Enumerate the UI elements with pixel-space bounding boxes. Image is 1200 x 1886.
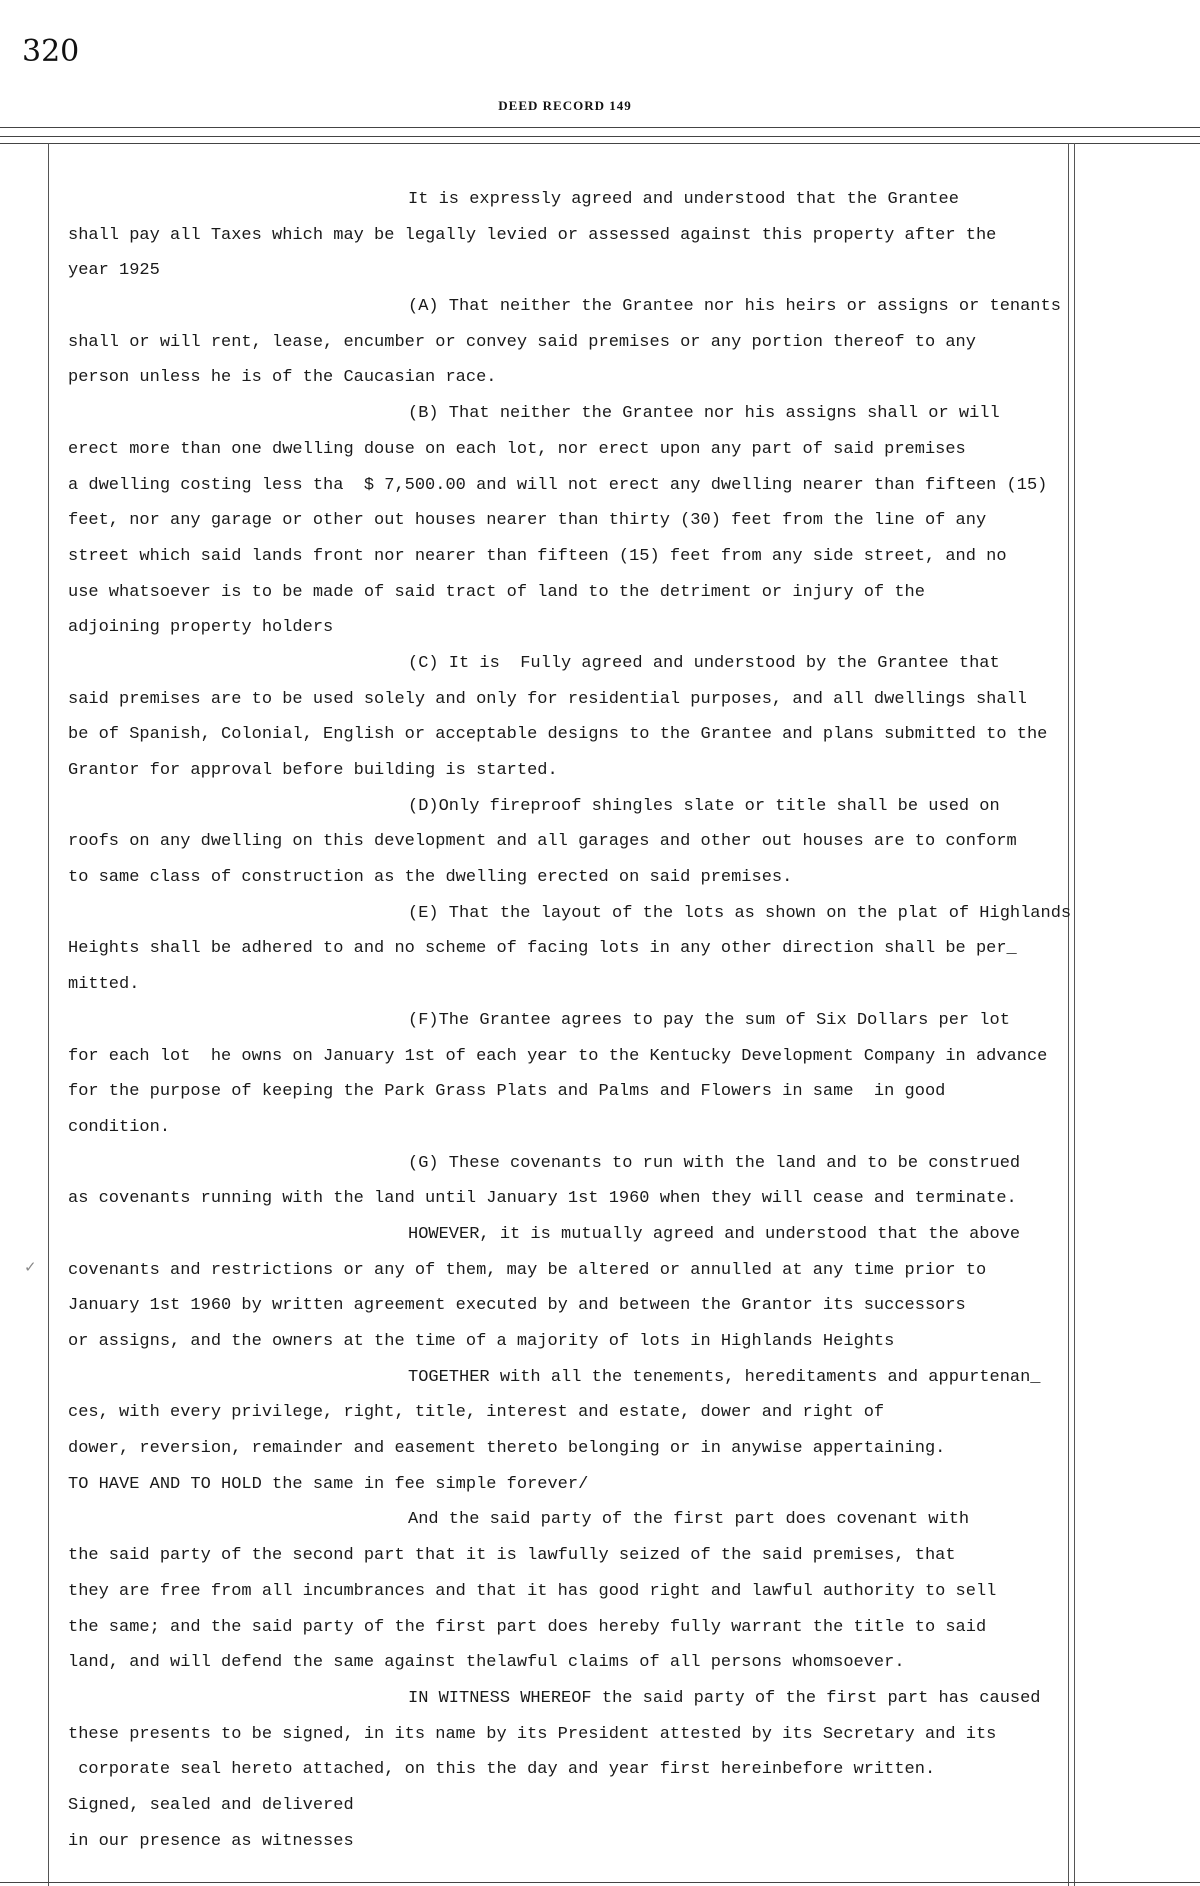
text-line: adjoining property holders [68, 618, 334, 638]
text-line: covenants and restrictions or any of them, may be altered or annulled at any time prior to [68, 1260, 987, 1280]
text-line: (G) These covenants to run with the land and to be construed [408, 1153, 1021, 1173]
text-line: Heights shall be adhered to and no scheme of facing lots in any other direction shall be per_ [68, 939, 1017, 959]
text-line: Signed, sealed and delivered [68, 1795, 354, 1815]
text-line: in our presence as witnesses [68, 1831, 354, 1851]
text-line: dower, reversion, remainder and easement thereto belonging or in anywise appertaining. [68, 1439, 946, 1459]
deed-body-text [0, 182, 1200, 1859]
text-line: land, and will defend the same against thelawful claims of all persons whomsoever. [68, 1653, 905, 1673]
text-line: erect more than one dwelling douse on each lot, nor erect upon any part of said premises [68, 439, 966, 459]
text-line: shall or will rent, lease, encumber or convey said premises or any portion thereof to any [68, 332, 976, 352]
text-line: street which said lands front nor nearer than fifteen (15) feet from any side street, and no [68, 546, 1007, 566]
margin-check-mark: ✓ [24, 1258, 37, 1276]
text-line: And the said party of the first part does covenant with [408, 1510, 970, 1530]
text-line: (A) That neither the Grantee nor his heirs or assigns or tenants [408, 297, 1061, 317]
text-line: (D)Only fireproof shingles slate or title shall be used on [408, 796, 1000, 816]
text-line: for each lot he owns on January 1st of each year to the Kentucky Development Company in advance [68, 1046, 1048, 1066]
text-line: (B) That neither the Grantee nor his assigns shall or will [408, 404, 1000, 424]
text-line: (E) That the layout of the lots as shown on the plat of Highlands [408, 903, 1072, 923]
text-line: said premises are to be used solely and only for residential purposes, and all dwellings shall [68, 689, 1027, 709]
text-line: shall pay all Taxes which may be legally levied or assessed against this property after the [68, 225, 997, 245]
text-line: a dwelling costing less tha $ 7,500.00 and will not erect any dwelling nearer than fifteen (15) [68, 475, 1048, 495]
text-line: the same; and the said party of the first part does hereby fully warrant the title to said [68, 1617, 987, 1637]
header-rule-top [0, 127, 1200, 128]
header-rule-mid [0, 136, 1200, 137]
text-line: IN WITNESS WHEREOF the said party of the first part has caused [408, 1688, 1041, 1708]
text-line: It is expressly agreed and understood that the Grantee [408, 190, 959, 209]
text-line: TOGETHER with all the tenements, hereditaments and appurtenan_ [408, 1367, 1041, 1387]
text-line: year 1925 [68, 261, 160, 281]
page-number: 320 [22, 34, 80, 69]
text-line: HOWEVER, it is mutually agreed and understood that the above [408, 1224, 1021, 1244]
text-line: condition. [68, 1117, 171, 1137]
text-line: the said party of the second part that it is lawfully seized of the said premises, that [68, 1546, 956, 1566]
text-line: TO HAVE AND TO HOLD the same in fee simple forever/ [68, 1474, 589, 1494]
text-line: mitted. [68, 975, 140, 995]
record-title: DEED RECORD 149 [498, 98, 632, 113]
text-line: for the purpose of keeping the Park Grass Plats and Palms and Flowers in same in good [68, 1082, 946, 1102]
bottom-rule [0, 1882, 1200, 1883]
text-line: or assigns, and the owners at the time of a majority of lots in Highlands Heights [68, 1332, 895, 1351]
text-line: as covenants running with the land until January 1st 1960 when they will cease and terminate. [68, 1189, 1017, 1209]
text-line: (F)The Grantee agrees to pay the sum of Six Dollars per lot [408, 1010, 1010, 1030]
text-line: to same class of construction as the dwelling erected on said premises. [68, 868, 793, 888]
text-line: use whatsoever is to be made of said tract of land to the detriment or injury of the [68, 582, 925, 602]
text-line: person unless he is of the Caucasian race. [68, 368, 497, 388]
text-line: these presents to be signed, in its name by its President attested by its Secretary and its [68, 1724, 997, 1744]
text-line: they are free from all incumbrances and that it has good right and lawful authority to sell [68, 1581, 997, 1601]
text-line: ces, with every privilege, right, title, interest and estate, dower and right of [68, 1403, 885, 1423]
text-line: January 1st 1960 by written agreement executed by and between the Grantor its successors [68, 1296, 966, 1316]
text-line: Grantor for approval before building is started. [68, 761, 558, 780]
text-line: feet, nor any garage or other out houses nearer than thirty (30) feet from the line of any [68, 511, 987, 531]
text-line: be of Spanish, Colonial, English or acceptable designs to the Grantee and plans submitted to the [68, 725, 1048, 745]
text-line: corporate seal hereto attached, on this the day and year first hereinbefore written. [68, 1760, 936, 1780]
header-rule-bottom [0, 143, 1200, 144]
text-line: (C) It is Fully agreed and understood by the Grantee that [408, 653, 1000, 673]
text-line: roofs on any dwelling on this development and all garages and other out houses are to conform [68, 832, 1017, 852]
